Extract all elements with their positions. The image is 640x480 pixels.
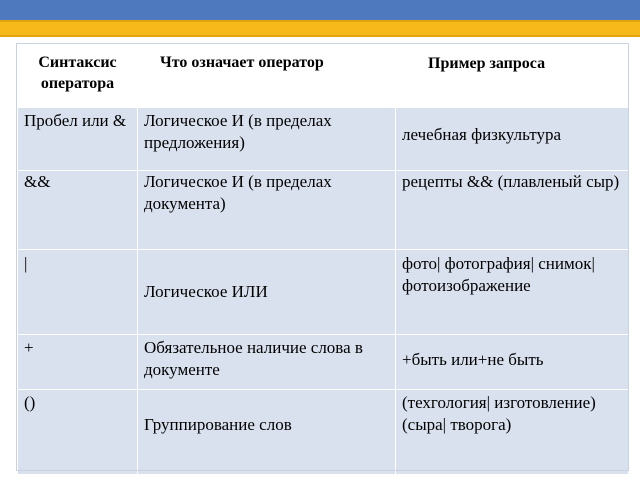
header-cell-example: [396, 45, 629, 107]
example-text: (техгология| изготовление)(сыра| творога): [402, 393, 596, 434]
table-row: [18, 390, 629, 475]
operators-table: [17, 44, 629, 475]
syntax-cell: [18, 250, 138, 335]
syntax-cell: [18, 390, 138, 475]
example-cell: [396, 250, 629, 335]
syntax-text: &&: [24, 172, 51, 191]
yellow-accent-band: [0, 20, 640, 37]
syntax-text: (): [24, 393, 36, 412]
meaning-text: Обязательное наличие слова в документе: [144, 338, 363, 379]
syntax-text: Пробел или &: [24, 111, 127, 130]
header-cell-meaning: [138, 45, 396, 107]
example-cell: [396, 390, 629, 475]
meaning-cell: [138, 171, 396, 250]
syntax-text: |: [24, 254, 28, 273]
header-meaning: Что означает оператор: [160, 54, 324, 71]
syntax-cell: [18, 171, 138, 250]
meaning-text: Логическое И (в пределах документа): [144, 172, 332, 213]
table-row: [18, 250, 629, 335]
table-row: [18, 171, 629, 250]
meaning-text: Логическое ИЛИ: [144, 282, 268, 301]
header-example: Пример запроса: [428, 55, 546, 72]
meaning-text: Группирование слов: [144, 415, 292, 434]
table-row: [18, 335, 629, 390]
meaning-cell: [138, 107, 396, 171]
meaning-cell: [138, 335, 396, 390]
header-cell-syntax: [18, 45, 138, 107]
meaning-cell: [138, 250, 396, 335]
syntax-text: +: [24, 338, 34, 357]
syntax-cell: [18, 335, 138, 390]
syntax-cell: [18, 107, 138, 171]
example-cell: [396, 107, 629, 171]
meaning-cell: [138, 390, 396, 475]
header-syntax: Синтаксис оператора: [38, 54, 117, 92]
example-text: фото| фотография| снимок| фотоизображение: [402, 254, 595, 295]
table-row: [18, 107, 629, 171]
meaning-text: Логическое И (в пределах предложения): [144, 111, 332, 152]
example-cell: [396, 171, 629, 250]
example-text: лечебная физкультура: [402, 125, 562, 144]
example-cell: [396, 335, 629, 390]
top-accent-band: [0, 0, 640, 20]
table-header-row: [18, 45, 629, 107]
example-text: рецепты && (плавленый сыр): [402, 172, 620, 191]
example-text: +быть или+не быть: [402, 350, 544, 369]
